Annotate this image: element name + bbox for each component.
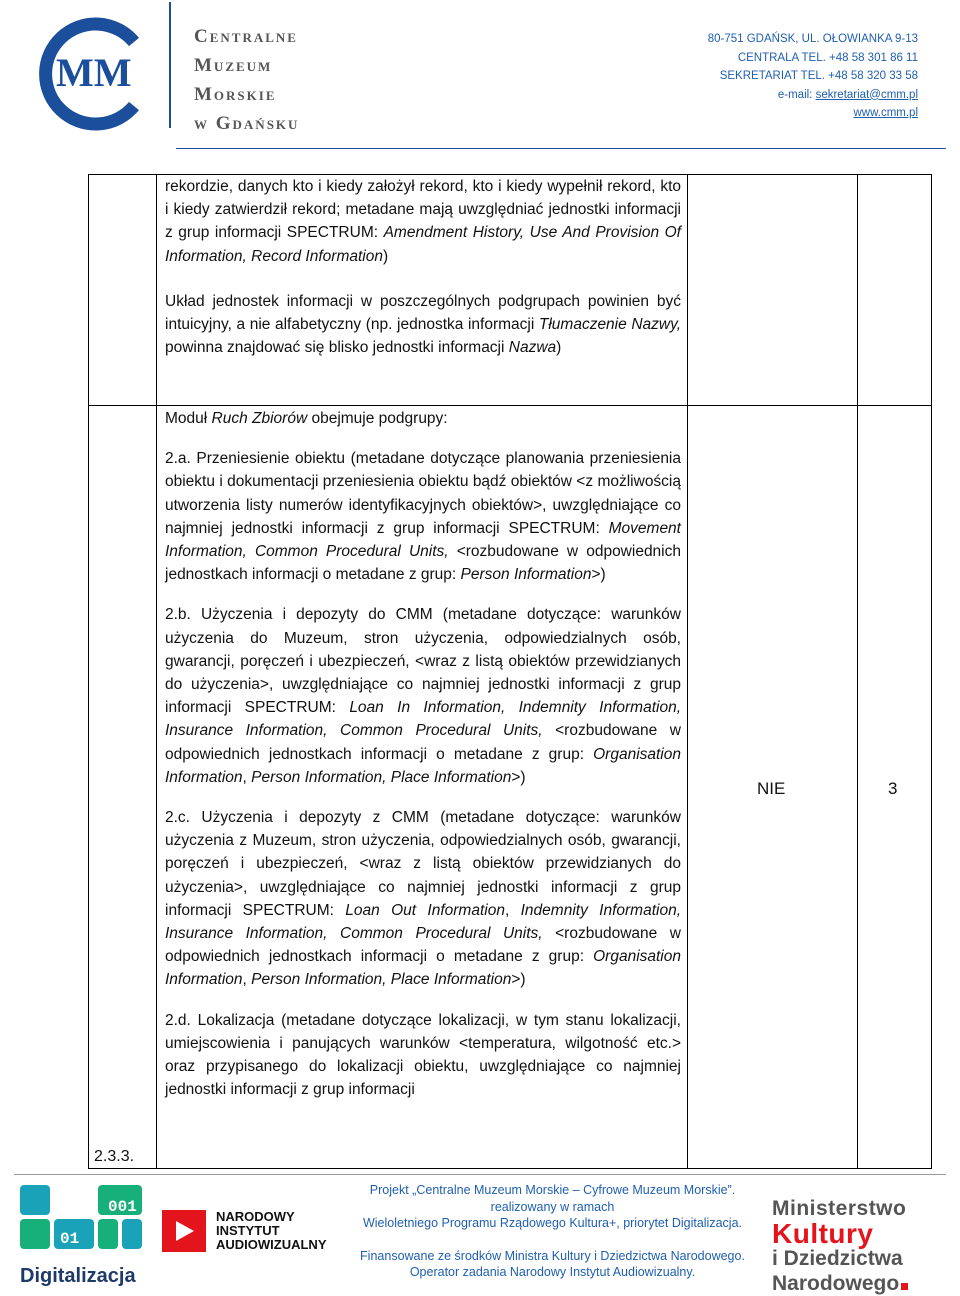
paragraph: 2.b. Użyczenia i depozyty do CMM (metadane dotyczące: warunków użyczenia do Muzeum, stron użyczenia, odpowiedzialnych osób, gwarancji, poręczeń i ubezpieczeń, <wraz z listą obiektów przewidzianych do użyczenia>, uwzględniające co najmniej jednostki informacji z grup informacji SPECTRUM: Loan In Information, Indemnity Information, Insurance Information, Common Procedural Units, <rozbudowane w odpowiednich jednostkach informacji o metadane z grup: Organisation Information, Person Information, Place Information>): [165, 606, 682, 786]
project-line: Wieloletniego Programu Rządowego Kultura+, priorytet Digitalizacja.: [362, 1216, 742, 1230]
play-icon: [162, 1210, 206, 1252]
nina-text: [216, 1210, 327, 1252]
paragraph: 2.a. Przeniesienie obiektu (metadane dotyczące planowania przeniesienia obiektu i dokumentacji przeniesienia obiektu bądź obiektów <z możliwością utworzenia listy numerów identyfikacyjnych obiektów>, uwzględniające co najmniej jednostki informacji z grup informacji SPECTRUM: Movement Information, Common Procedural Units, <rozbudowane w odpowiednich jednostkach informacji o metadane z grup: Person Information>): [165, 450, 681, 584]
table-border-left: [88, 174, 89, 1169]
website-row: [708, 104, 918, 123]
ministry-logo: [772, 1196, 908, 1296]
nina-line: NARODOWY: [216, 1209, 295, 1224]
score-cell: 3: [888, 779, 898, 798]
table-col-divider: [156, 174, 157, 1169]
ministry-line: Kultury: [772, 1218, 874, 1249]
digit-code: 001: [108, 1198, 137, 1216]
paragraph: Układ jednostek informacji w poszczególnych podgrupach powinien być intuicyjny, a nie alfabetyczny (np. jednostka informacji Tłumaczenie Nazwy, powinna znajdować się blisko jednostki informacji Nazwa): [165, 292, 681, 357]
ministry-line: i Dziedzictwa: [772, 1247, 903, 1270]
project-line: Operator zadania Narodowy Instytut Audiowizualny.: [409, 1265, 696, 1279]
email-row: [708, 86, 918, 105]
project-line: Finansowane ze środków Ministra Kultury i Dziedzictwa Narodowego.: [360, 1248, 745, 1263]
table-border-bottom: [88, 1168, 932, 1169]
email-label: e-mail:: [777, 88, 816, 101]
central-phone: CENTRALA TEL. +48 58 301 86 11: [737, 51, 918, 64]
red-dot-icon: [901, 1283, 908, 1290]
ministry-line-wrap: [772, 1271, 908, 1296]
description-cell-top: [165, 175, 681, 359]
header-rule: [176, 148, 946, 149]
project-line: realizowany w ramach: [490, 1199, 615, 1214]
paragraph: 2.d. Lokalizacja (metadane dotyczące lokalizacji, w tym stanu lokalizacji, umiejscowienia i panujących warunków <temperatura, wilgotność etc.> oraz przypisanego do lokalizacji obiektu, uwzględniające co najmniej jednostki informacji z grup informacji: [165, 1011, 681, 1099]
paragraph: 2.c. Użyczenia i depozyty z CMM (metadane dotyczące: warunków użyczenia z Muzeum, stron użyczenia, odpowiedzialnych osób, gwarancji, poręczeń i ubezpieczeń, <wraz z listą obiektów przewidzianych do użyczenia>, uwzględniające co najmniej jednostki informacji z grup informacji SPECTRUM: Loan Out Information, Indemnity Information, Insurance Information, Common Procedural Units, <rozbudowane w odpowiednich jednostkach informacji o metadane z grup: Organisation Information, Person Information, Place Information>): [165, 809, 682, 989]
museum-name-line: Centralne: [194, 26, 298, 47]
digitalizacja-label: Digitalizacja: [20, 1265, 136, 1287]
ministry-line: Ministerstwo: [772, 1197, 907, 1220]
secretariat-phone: SEKRETARIAT TEL. +48 58 320 33 58: [719, 70, 918, 82]
answer-cell: NIE: [757, 779, 786, 798]
nina-line: INSTYTUT: [216, 1223, 280, 1238]
digit-code: 01: [60, 1230, 80, 1248]
address: 80-751 GDAŃSK, UL. OŁOWIANKA 9-13: [707, 33, 918, 45]
museum-name-line: w Gdańsku: [194, 113, 300, 134]
museum-name-line: Muzeum: [194, 55, 273, 76]
museum-name: [194, 22, 299, 138]
row-number: 2.3.3.: [94, 1148, 135, 1165]
table-border-right: [931, 174, 932, 1169]
nina-line: AUDIOWIZUALNY: [216, 1237, 327, 1252]
cmm-logo-icon: [36, 16, 152, 132]
project-line: Projekt „Centralne Muzeum Morskie – Cyfrowe Muzeum Morskie”.: [369, 1183, 736, 1197]
email-link[interactable]: sekretariat@cmm.pl: [815, 88, 918, 101]
header-divider: [169, 2, 171, 128]
table-row-divider: [88, 405, 932, 406]
nina-logo: [162, 1210, 327, 1252]
paragraph: Moduł Ruch Zbiorów obejmuje podgrupy:: [165, 410, 448, 427]
footer-rule: [14, 1174, 946, 1175]
contact-block: [708, 30, 918, 123]
museum-name-line: Morskie: [194, 84, 277, 105]
table-col-divider: [687, 174, 688, 1169]
logo-letters: MM: [56, 50, 132, 95]
project-info: [330, 1182, 775, 1281]
paragraph: rekordzie, danych kto i kiedy założył rekord, kto i kiedy wypełnił rekord, kto i kiedy zatwierdził rekord; metadane mają uwzględniać jednostki informacji z grup informacji SPECTRUM: Amendment History, Use And Provision Of Information, Record Information): [165, 178, 681, 265]
website-link[interactable]: www.cmm.pl: [853, 107, 918, 119]
table-col-divider: [857, 174, 858, 1169]
description-cell-main: [165, 407, 681, 1101]
ministry-line: Narodowego: [772, 1272, 900, 1295]
